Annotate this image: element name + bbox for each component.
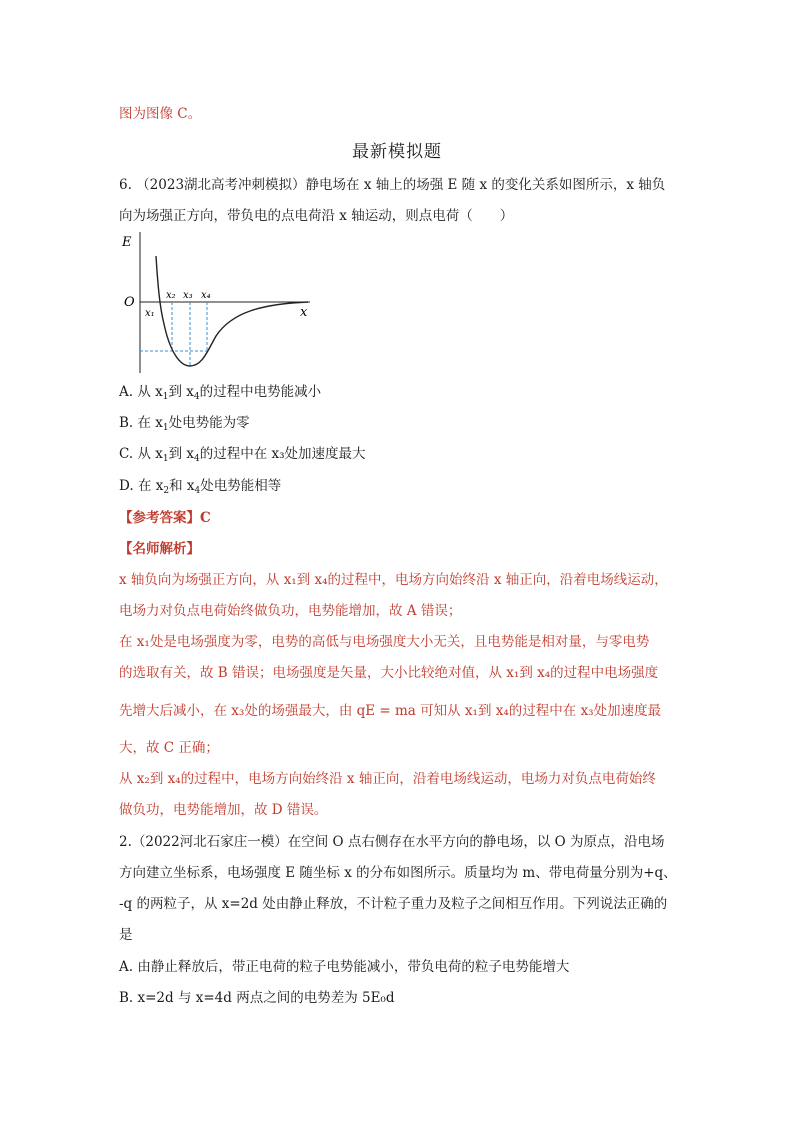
q6-option-c[interactable] [119, 444, 366, 469]
q6-stem-line-1: 6. （2023湖北高考冲刺模拟）静电场在 x 轴上的场强 E 随 x 的变化关系如图所示，x 轴负 [119, 177, 666, 193]
q6-stem-line-2: 向为场强正方向，带负电的点电荷沿 x 轴运动，则点电荷（ ） [119, 208, 514, 224]
option-sub: 4 [194, 486, 201, 496]
analysis-line-2: 电场力对负点电荷始终做负功，电势能增加，故 A 错误； [119, 603, 462, 619]
option-label: C. [119, 446, 134, 462]
lead-text: 图为图像 C。 [119, 106, 202, 122]
option-text: 从 x [137, 384, 163, 400]
q6-option-a[interactable] [119, 382, 321, 407]
option-label: B. [119, 415, 134, 431]
tick-label-x4: x₄ [201, 290, 211, 301]
option-text: 从 x [137, 446, 163, 462]
option-label: A. [119, 384, 134, 400]
option-sub: 4 [193, 454, 200, 464]
field-curve [156, 256, 308, 366]
origin-label: O [124, 295, 135, 310]
tick-label-x1: x₁ [145, 308, 155, 319]
analysis-label: 【名师解析】 [119, 541, 200, 557]
e-x-chart [112, 228, 322, 378]
analysis-line-8: 做负功，电势能增加，故 D 错误。 [119, 802, 328, 818]
option-text: 处电势能为零 [168, 415, 250, 431]
q6-option-d[interactable] [119, 476, 281, 501]
q6-option-b[interactable] [119, 413, 250, 438]
option-sub: 4 [193, 392, 200, 402]
option-sub: 1 [162, 454, 169, 464]
option-sub: 1 [162, 392, 169, 402]
y-axis-label: E [122, 235, 132, 250]
q2-option-b[interactable]: B. x=2d 与 x=4d 两点之间的电势差为 5E₀d [119, 990, 395, 1006]
analysis-line-6: 大，故 C 正确； [119, 740, 219, 756]
option-text: 的过程中电势能减小 [199, 384, 322, 400]
q2-stem-line-2: 方向建立坐标系，电场强度 E 随坐标 x 的分布如图所示。质量均为 m、带电荷量分别为+q、 [119, 865, 677, 881]
option-text: 和 x [169, 478, 195, 494]
q2-option-a[interactable]: A. 由静止释放后，带正电荷的粒子电势能减小，带负电荷的粒子电势能增大 [119, 959, 570, 975]
analysis-line-3: 在 x₁处是电场强度为零，电势的高低与电场强度大小无关，且电势能是相对量，与零电势 [119, 634, 650, 650]
option-sub: 1 [162, 423, 169, 433]
analysis-line-1: x 轴负向为场强正方向，从 x₁到 x₄的过程中，电场方向始终沿 x 轴正向，沿着电场线运动， [119, 572, 668, 588]
option-text: 的过程中在 x₃处加速度最大 [199, 446, 366, 462]
x-axis-label: x [300, 305, 308, 320]
tick-label-x3: x₃ [183, 290, 193, 301]
option-text: 到 x [168, 446, 194, 462]
q2-stem-line-1: 2.（2022河北石家庄一模）在空间 O 点右侧存在水平方向的静电场，以 O 为原点，沿电场 [119, 834, 665, 850]
option-sub: 2 [163, 486, 170, 496]
tick-label-x2: x₂ [166, 290, 176, 301]
option-text: 在 x [137, 415, 163, 431]
q2-stem-line-3: -q 的两粒子，从 x=2d 处由静止释放，不计粒子重力及粒子之间相互作用。下列说法正确的 [119, 896, 668, 912]
option-text: 处电势能相等 [200, 478, 282, 494]
answer-label: 【参考答案】C [119, 510, 211, 526]
section-title: 最新模拟题 [352, 142, 442, 162]
option-text: 到 x [168, 384, 194, 400]
analysis-line-5: 先增大后减小，在 x₃处的场强最大，由 qE = ma 可知从 x₁到 x₄的过程中在 x₃处加速度最 [119, 703, 662, 719]
option-label: D. [119, 478, 134, 494]
q2-stem-line-4: 是 [119, 927, 133, 943]
analysis-line-4: 的选取有关，故 B 错误；电场强度是矢量，大小比较绝对值，从 x₁到 x₄的过程中电场强度 [119, 665, 659, 681]
option-text: 在 x [137, 478, 164, 494]
analysis-line-7: 从 x₂到 x₄的过程中，电场方向始终沿 x 轴正向，沿着电场线运动，电场力对负点电荷始终 [119, 771, 656, 787]
